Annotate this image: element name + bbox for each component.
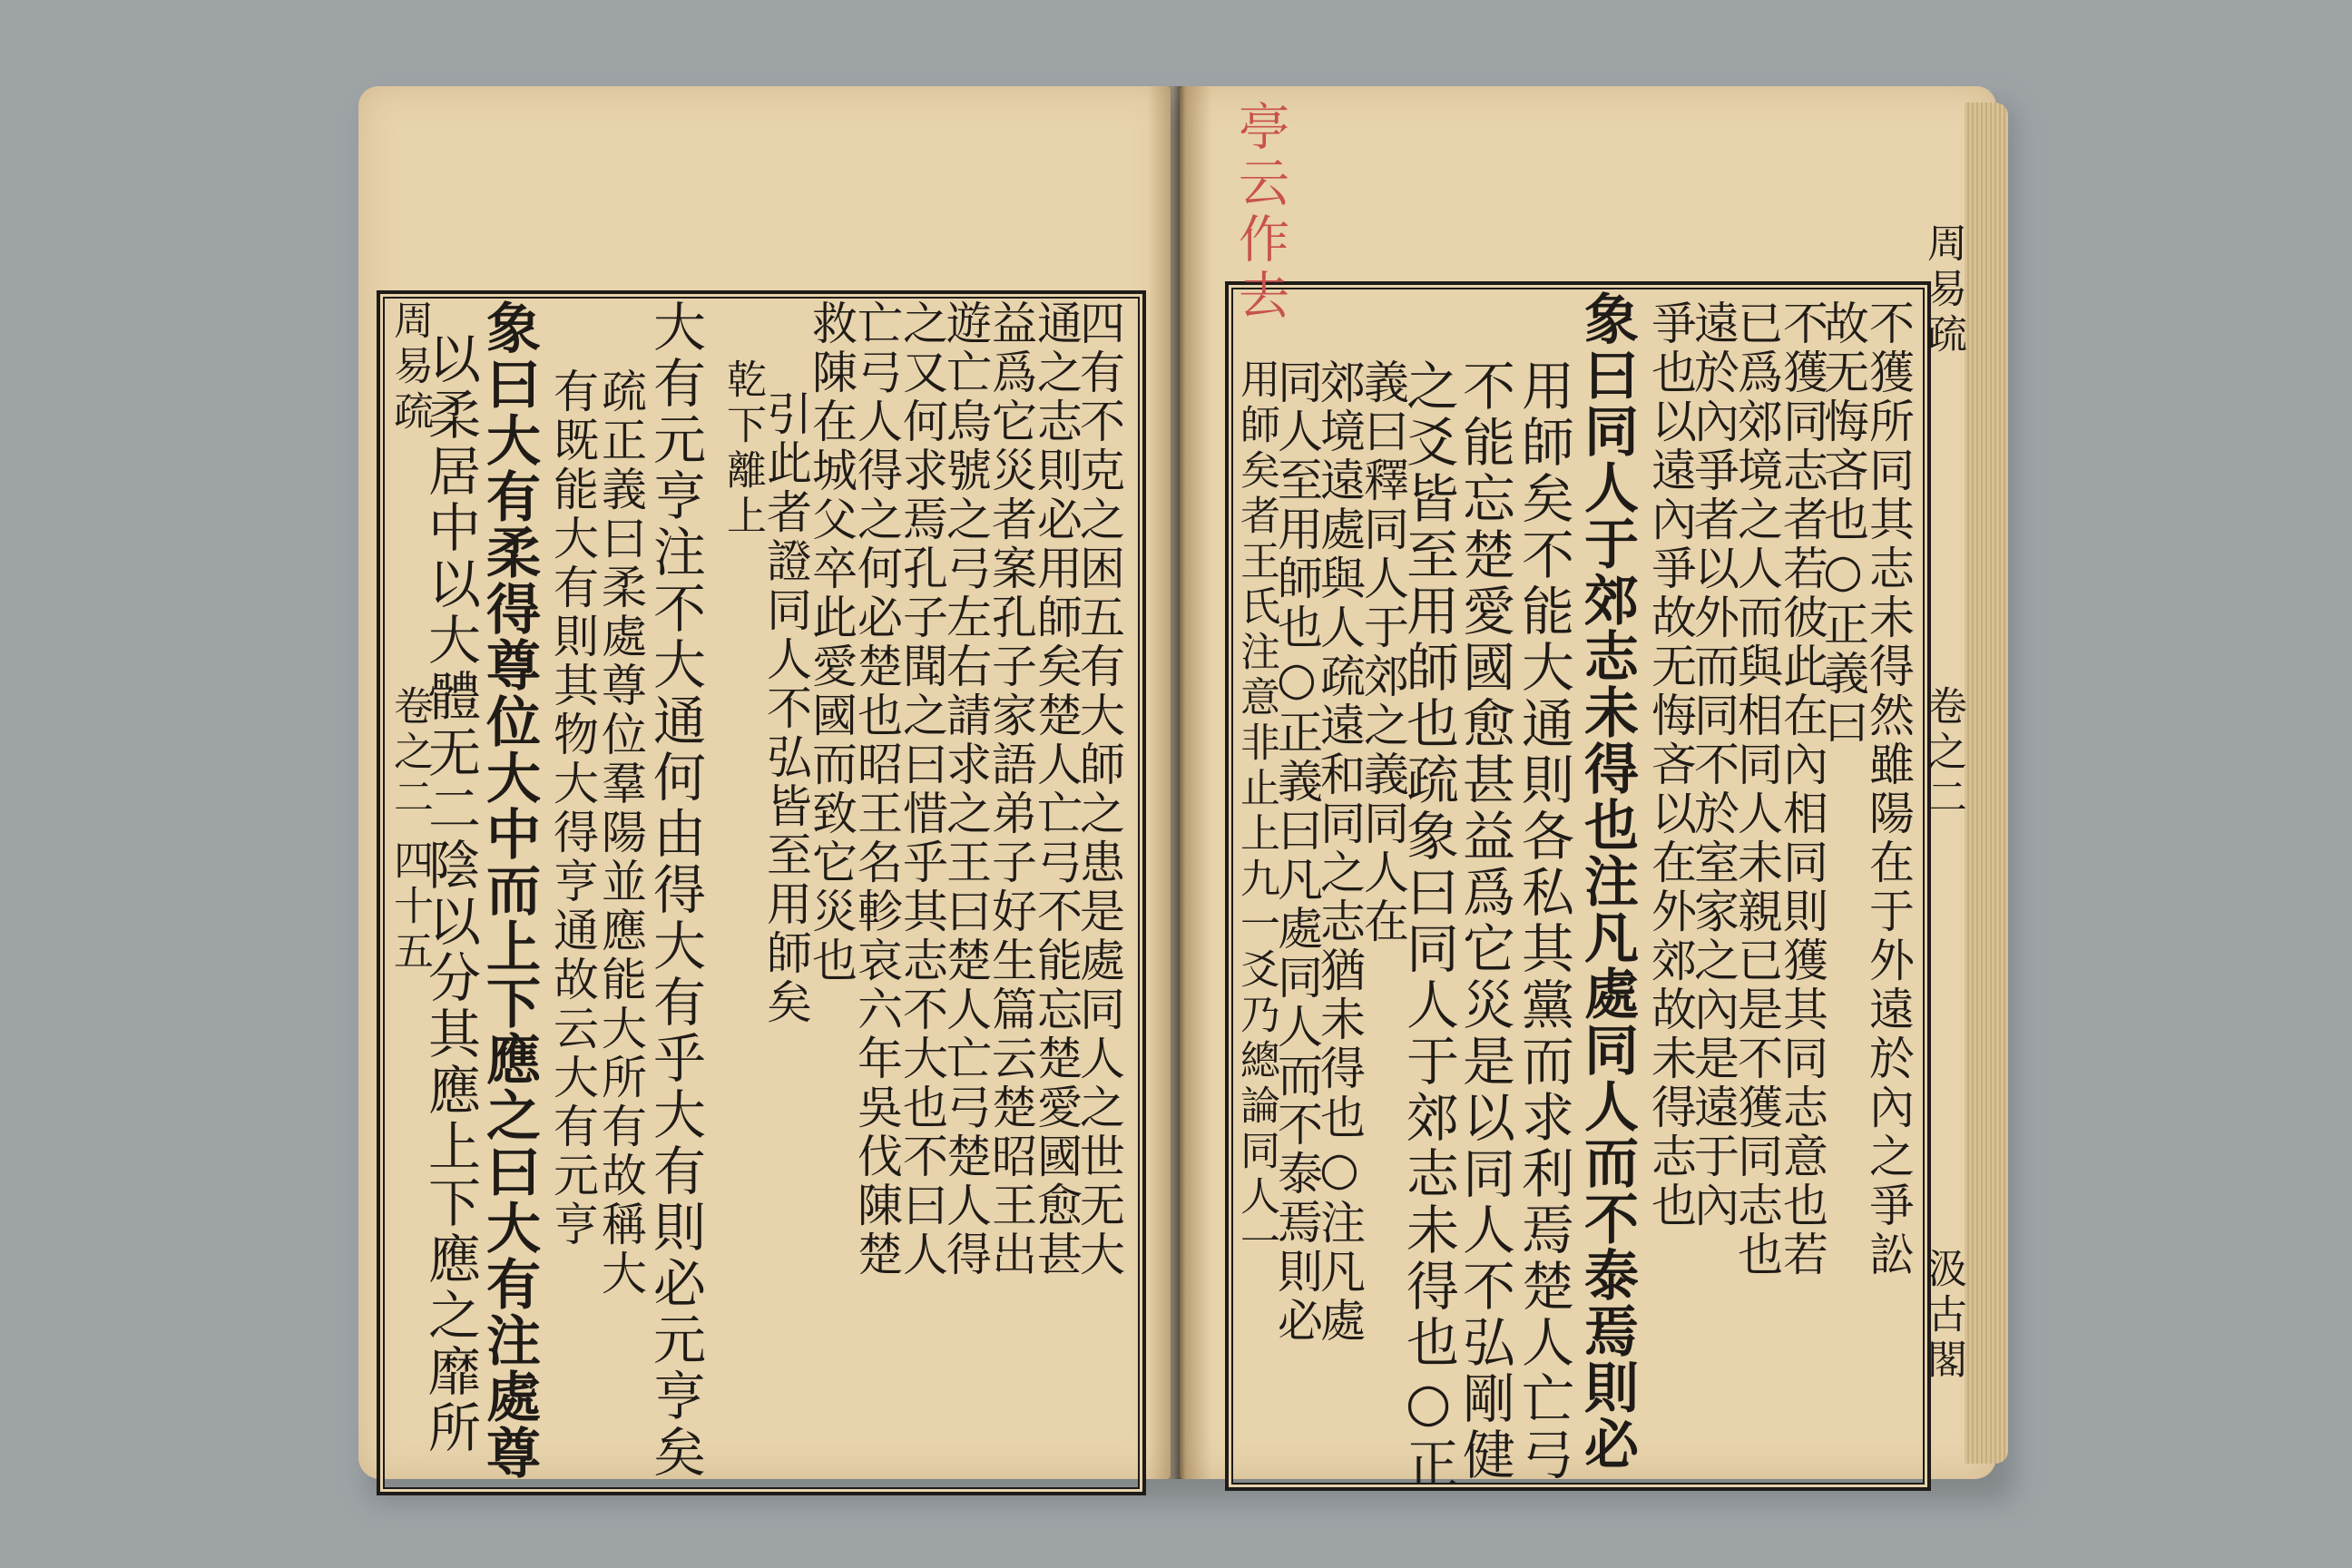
left-column-7: 救陳在城父卒此愛國而致它災也 bbox=[805, 299, 858, 985]
right-column-4: 已爲郊境之人而與相同人未親已是不獲同志也 bbox=[1730, 299, 1783, 1279]
right-publisher: 汲古閣 bbox=[1920, 1248, 1966, 1384]
right-column-9: 不能忘楚愛國愈甚益爲它災是以同人不弘剛健 bbox=[1454, 358, 1515, 1484]
left-column-3: 益爲它災者案孔子家語弟子好生篇云楚昭王出 bbox=[985, 299, 1037, 1279]
left-column-2: 通之志則必用師矣楚人亡弓不能忘楚愛國愈甚 bbox=[1030, 299, 1083, 1279]
left-header: 周易疏 bbox=[387, 299, 433, 436]
left-column-14: 以柔居中以大體无二陰以分其應上下應之靡所 bbox=[419, 331, 481, 1456]
left-column-4: 遊亡烏號之弓左右請求之王曰楚人亡弓楚人得 bbox=[939, 299, 992, 1279]
left-column-13: 象曰大有柔得尊位大中而上下應之曰大有注處尊 bbox=[477, 299, 541, 1481]
right-column-7: 象曰同人于郊志未得也注凡處同人而不泰焉則必 bbox=[1575, 290, 1639, 1472]
hexagram-trigrams: 乾下離上 bbox=[720, 358, 766, 540]
right-column-14: 用師矣者王氏注意非止上九一爻乃總論同人一 bbox=[1233, 358, 1279, 1266]
left-column-1: 四有不克之困五有大師之患是處同人之世无大 bbox=[1073, 299, 1125, 1279]
right-column-13: 同人至用師也○正義曰凡處同人而不泰焉則必 bbox=[1270, 358, 1323, 1346]
marginal-red-note: 亭云作去 bbox=[1230, 100, 1289, 325]
right-volume: 卷之二 bbox=[1920, 685, 1966, 821]
left-column-8: 引此者證同人不弘皆至用師矣 bbox=[760, 390, 812, 1027]
left-column-10: 大有元亨注不大通何由得大有乎大有則必元亨矣 bbox=[644, 299, 706, 1481]
left-column-5: 之又何求焉孔子聞之曰惜乎其志不大也不曰人 bbox=[896, 299, 948, 1279]
left-column-11: 疏正義曰柔處尊位羣陽並應能大所有故稱大 bbox=[594, 368, 647, 1298]
left-column-6: 亡弓人得之何必楚也昭王名軫哀六年吳伐陳楚 bbox=[850, 299, 903, 1279]
right-column-12: 郊境遠處與人疏遠和同之志猶未得也○注凡處 bbox=[1313, 358, 1366, 1346]
left-column-12: 有既能大有則其物大得亨通故云大有元亨 bbox=[546, 368, 599, 1250]
right-header: 周易疏 bbox=[1920, 222, 1966, 358]
right-column-5: 遠於內爭者以外而同不於室家之內是遠于內 bbox=[1687, 299, 1740, 1230]
right-column-8: 用師矣不能大通則各私其黨而求利焉楚人亡弓 bbox=[1513, 358, 1574, 1484]
right-column-10: 之爻皆至用師也疏象曰同人于郊志未得也○正 bbox=[1397, 358, 1459, 1493]
right-column-11: 義曰釋同人于郊之義同人在 bbox=[1357, 358, 1409, 946]
right-column-2: 故无悔吝也○正義曰 bbox=[1817, 299, 1869, 748]
page-edges bbox=[1965, 103, 2008, 1464]
left-folio: 卷之二 四十五 bbox=[387, 685, 433, 975]
right-column-6: 爭也以遠內爭故无悔吝以在外郊故未得志也 bbox=[1644, 299, 1697, 1230]
book-gutter bbox=[1148, 86, 1211, 1479]
right-column-3: 不獲同志者若彼此在內相同則獲其同志意也若 bbox=[1776, 299, 1828, 1279]
right-column-1: 不獲所同其志未得然雖陽在于外遠於內之爭訟 bbox=[1862, 299, 1915, 1279]
open-book bbox=[358, 86, 2005, 1493]
